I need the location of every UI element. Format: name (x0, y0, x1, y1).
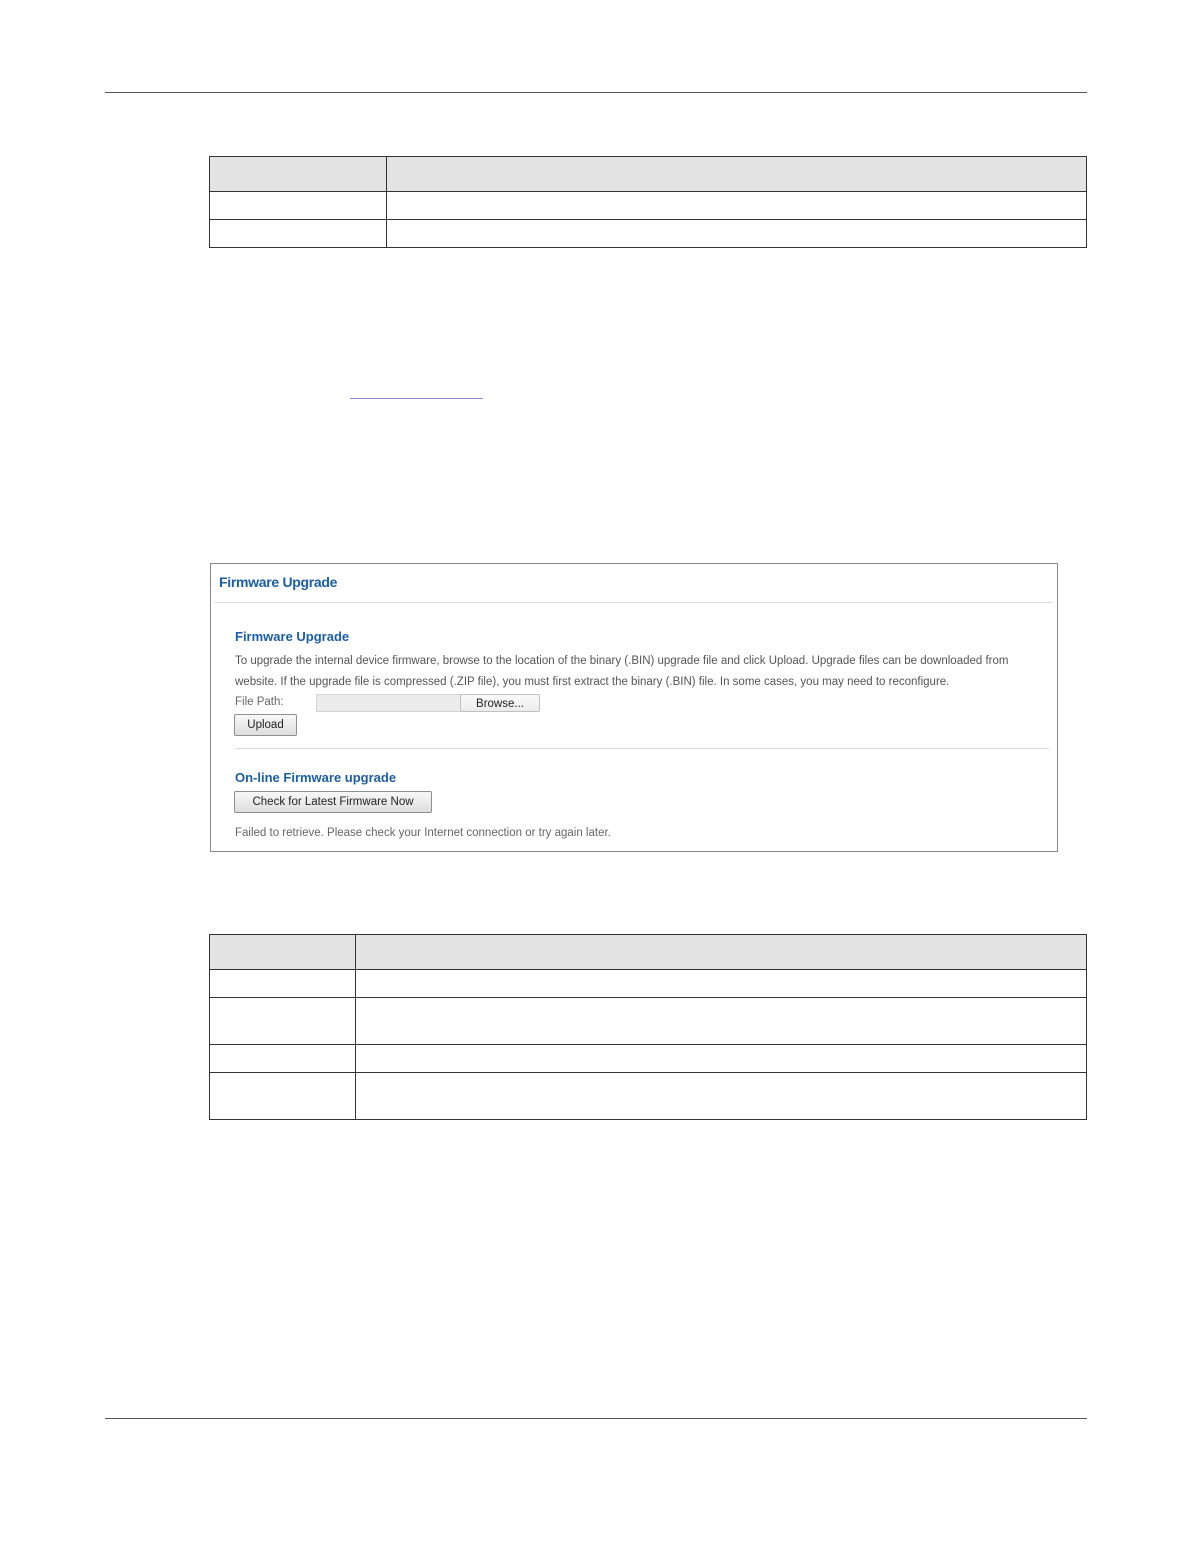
bottom-table (209, 934, 1087, 1120)
table-cell (356, 998, 1087, 1045)
table-cell (210, 192, 387, 220)
table-header-cell (356, 935, 1087, 970)
footer-rule (105, 1418, 1087, 1419)
browse-button[interactable]: Browse... (460, 694, 540, 712)
table-cell (210, 970, 356, 998)
table-cell (387, 192, 1087, 220)
table-row (210, 1073, 1087, 1120)
table-cell (387, 220, 1087, 248)
firmware-upgrade-description: To upgrade the internal device firmware, browse to the location of the binary (.BIN) upgrade file and click Upload. Upgrade files can be downloaded from website. If the upgrade file is compressed (.ZIP file), you must first extract the binary (.BIN) file. In some cases, you may need to reconfigure. (235, 655, 1009, 688)
table-row (210, 998, 1087, 1045)
table-row (210, 192, 1087, 220)
panel-title-divider (215, 602, 1053, 603)
table-cell (210, 220, 387, 248)
check-latest-firmware-button[interactable]: Check for Latest Firmware Now (234, 791, 432, 813)
firmware-upgrade-screenshot (210, 563, 1058, 852)
table-cell (356, 970, 1087, 998)
top-table (209, 156, 1087, 248)
section-divider (235, 748, 1049, 749)
online-firmware-upgrade-heading: On-line Firmware upgrade (235, 770, 397, 785)
file-path-input[interactable] (316, 694, 461, 712)
table-cell (210, 998, 356, 1045)
table-cell (356, 1073, 1087, 1120)
status-message: Failed to retrieve. Please check your Internet connection or try again later. (235, 827, 611, 839)
firmware-upgrade-heading: Firmware Upgrade (235, 629, 350, 644)
table-row (210, 220, 1087, 248)
table-cell (356, 1045, 1087, 1073)
table-cell (210, 1073, 356, 1120)
table-header-cell (387, 157, 1087, 192)
table-row (210, 970, 1087, 998)
table-row (210, 1045, 1087, 1073)
file-path-label: File Path: (235, 696, 284, 708)
panel-title: Firmware Upgrade (219, 574, 338, 590)
upload-button[interactable]: Upload (234, 714, 297, 736)
table-header-row (210, 935, 1087, 970)
hyperlink-underline[interactable] (350, 398, 483, 399)
header-rule (105, 92, 1087, 93)
table-header-row (210, 157, 1087, 192)
table-cell (210, 1045, 356, 1073)
table-header-cell (210, 935, 356, 970)
table-header-cell (210, 157, 387, 192)
